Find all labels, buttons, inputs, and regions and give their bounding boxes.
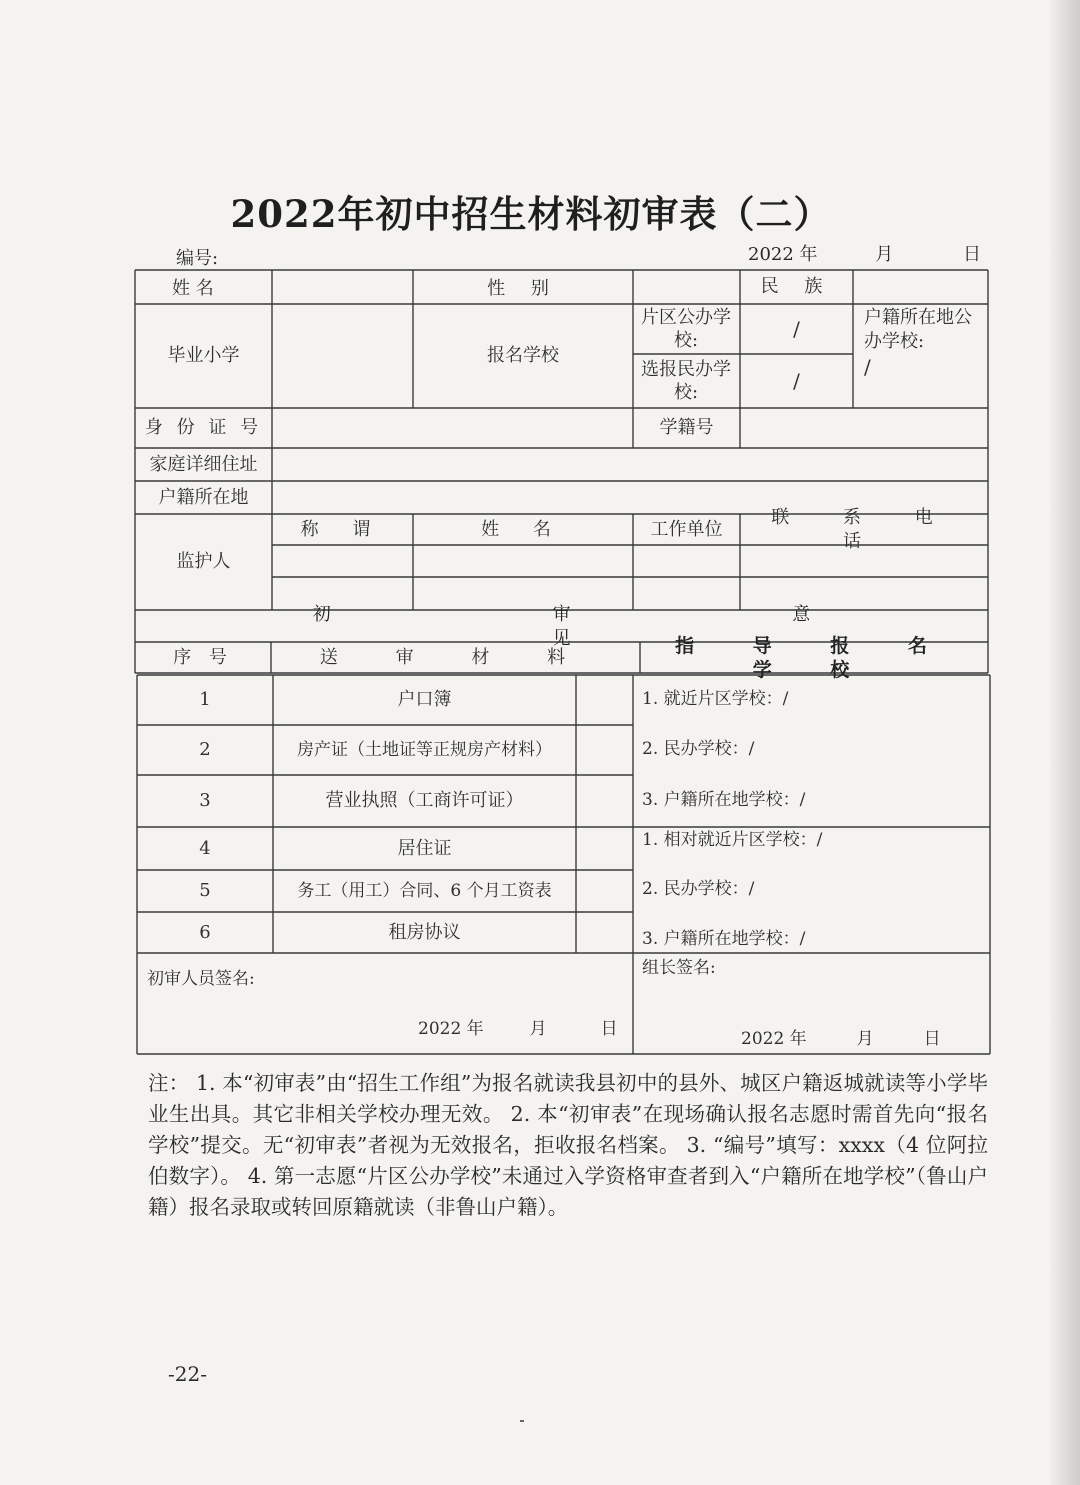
- form-number-label: 编号:: [176, 248, 219, 269]
- guidance2-item2: 2. 民办学校：/: [642, 879, 755, 899]
- field-id-number[interactable]: [273, 409, 632, 447]
- row1-index: 1: [199, 689, 211, 710]
- header-date-month: 月: [875, 244, 894, 265]
- col-guidance: [640, 635, 988, 681]
- field-hukou-public-school[interactable]: /: [864, 355, 871, 379]
- label-guardian: 监护人: [176, 551, 231, 572]
- col-guidance-text: 指 导 报 名 学 校: [675, 635, 953, 681]
- reviewer-signature-field[interactable]: [138, 996, 632, 1014]
- label-ethnicity-text: 民 族: [760, 276, 833, 297]
- leader-date: [741, 1026, 981, 1052]
- label-id-number-text: 身 份 证 号: [144, 417, 263, 438]
- document-title: 2022年初中招生材料初审表（二）: [230, 192, 832, 236]
- leader-date-year: 2022 年: [741, 1029, 807, 1049]
- guidance2-item1: 1. 相对就近片区学校：/: [642, 830, 823, 850]
- row3-index: 3: [199, 790, 211, 811]
- label-name: [172, 275, 232, 303]
- guidance1-item1: 1. 就近片区学校：/: [642, 689, 789, 709]
- field-address[interactable]: [273, 449, 987, 480]
- col-materials-text: 送 审 材 料: [319, 647, 592, 668]
- guardian1-relation-field[interactable]: [273, 546, 412, 576]
- label-zone-public-school: 片区公办学校:: [641, 307, 731, 351]
- leader-signature-field[interactable]: [634, 985, 989, 1015]
- guardian1-name-field[interactable]: [414, 546, 632, 576]
- col-guardian-name: [413, 514, 633, 545]
- label-primary-school: 毕业小学: [167, 345, 240, 366]
- row4-material: 居住证: [397, 837, 452, 859]
- guardian1-employer-field[interactable]: [634, 546, 739, 576]
- leader-date-month: 月: [856, 1029, 874, 1049]
- scan-speck: [520, 1420, 524, 1422]
- leader-date-day: 日: [923, 1029, 941, 1049]
- guidance2-item3: 3. 户籍所在地学校：/: [642, 929, 806, 949]
- footnote: 注： 1. 本“初审表”由“招生工作组”为报名就读我县初中的县外、城区户籍返城就读等小学毕业生出具。其它非相关学校办理无效。 2. 本“初审表”在现场确认报名志愿时需首先向“报名学校”提交。无“初审表”者视为无效报名，拒收报名档案。 3. “编号”填写：xxxx（4 位阿拉伯数字）。 4. 第一志愿“片区公办学校”未通过入学资格审查者到入“户籍所在地学校”（鲁山户籍）报名录取或转回原籍就读（非鲁山户籍）。: [148, 1071, 988, 1219]
- row5-check-field[interactable]: [577, 871, 632, 911]
- reviewer-date: [418, 1016, 632, 1042]
- label-gender-text: 性 别: [487, 278, 559, 299]
- col-index: [135, 643, 271, 673]
- row2-index: 2: [199, 739, 211, 760]
- label-apply-school: 报名学校: [487, 345, 559, 366]
- label-gender: [413, 275, 633, 303]
- row5-index: 5: [199, 880, 211, 901]
- label-hukou-public-school: 户籍所在地公办学校:: [864, 307, 972, 352]
- row1-check-field[interactable]: [577, 676, 632, 724]
- col-guardian-phone: [740, 506, 988, 552]
- row6-check-field[interactable]: [577, 913, 632, 952]
- row4-index: 4: [199, 837, 211, 859]
- row3-material: 营业执照（工商许可证）: [325, 790, 524, 811]
- field-ethnicity[interactable]: [854, 271, 987, 303]
- label-id-number: [135, 408, 272, 448]
- col-guardian-name-text: 姓 名: [481, 518, 565, 540]
- header-date-day: 日: [963, 244, 981, 265]
- row3-check-field[interactable]: [577, 776, 632, 826]
- col-guardian-employer: 工作单位: [650, 518, 723, 540]
- row2-check-field[interactable]: [577, 726, 632, 774]
- col-guardian-relation: [272, 514, 413, 545]
- field-zone-public-school[interactable]: /: [793, 317, 800, 341]
- row2-material: 房产证（土地证等正规房产材料）: [297, 740, 552, 760]
- field-name[interactable]: [273, 271, 412, 303]
- header-date-year: 2022 年: [748, 244, 818, 265]
- row5-material: 务工（用工）合同、6 个月工资表: [297, 881, 552, 901]
- label-address: 家庭详细住址: [149, 453, 258, 475]
- field-primary-school[interactable]: [273, 305, 412, 407]
- label-hukou-location: 户籍所在地: [158, 486, 249, 508]
- guardian1-phone-field[interactable]: [741, 546, 987, 576]
- label-ethnicity: [740, 273, 853, 301]
- reviewer-date-year: 2022 年: [418, 1019, 484, 1039]
- field-student-number[interactable]: [741, 409, 987, 447]
- col-index-text: 序 号: [173, 647, 233, 668]
- row4-check-field[interactable]: [577, 828, 632, 869]
- label-private-school: 选报民办学校:: [641, 359, 731, 403]
- row1-material: 户口簿: [397, 689, 452, 710]
- label-name-text: 姓 名: [172, 278, 214, 299]
- reviewer-date-day: 日: [600, 1019, 618, 1039]
- col-guardian-relation-text: 称 谓: [300, 518, 385, 540]
- page-number: -22-: [168, 1362, 207, 1386]
- reviewer-date-month: 月: [529, 1019, 547, 1039]
- row6-index: 6: [199, 921, 211, 943]
- col-guardian-phone-text: 联 系 电 话: [771, 506, 957, 552]
- review-section-title-text: 初 审 意 见: [312, 603, 919, 649]
- row6-material: 租房协议: [388, 921, 461, 943]
- reviewer-signature-label: 初审人员签名:: [147, 969, 255, 989]
- leader-signature-label: 组长签名:: [642, 958, 716, 978]
- label-student-number: 学籍号: [659, 417, 714, 438]
- guidance1-item3: 3. 户籍所在地学校：/: [642, 790, 806, 810]
- guidance1-item2: 2. 民办学校：/: [642, 739, 755, 759]
- field-gender[interactable]: [633, 271, 739, 303]
- col-materials: [271, 643, 640, 673]
- field-private-school[interactable]: /: [793, 369, 800, 393]
